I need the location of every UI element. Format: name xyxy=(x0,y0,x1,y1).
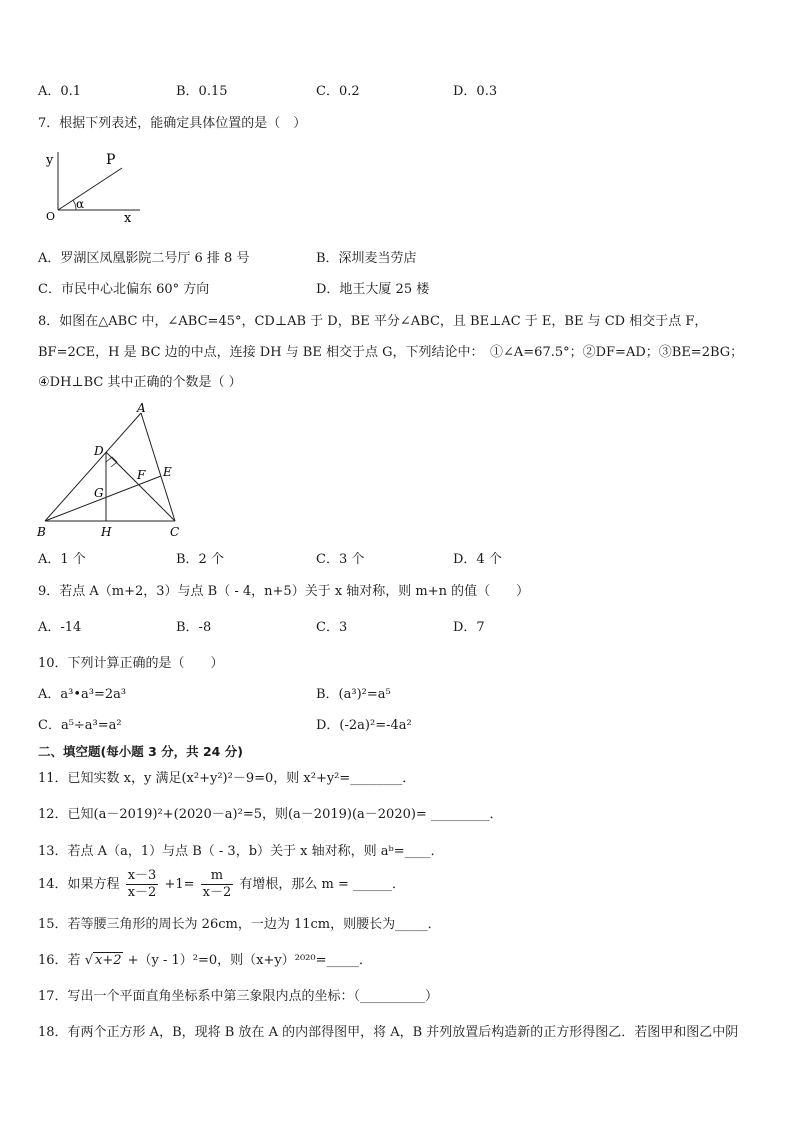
q7-y-label: y xyxy=(46,153,54,168)
q15: 15．若等腰三角形的周长为 26cm，一边为 11cm，则腰长为_____． xyxy=(38,917,441,932)
q8-label-f: F xyxy=(137,468,146,482)
q10-option-d: D．(-2a)²=-4a² xyxy=(316,718,412,733)
q10-option-b: B．(a³)²=a⁵ xyxy=(316,687,391,702)
q8-label-b: B xyxy=(37,525,46,539)
q9-option-b: B．-8 xyxy=(176,620,212,635)
q8-label-a: A xyxy=(137,401,146,415)
q14-denominator-right: x－2 xyxy=(202,885,232,900)
q11: 11．已知实数 x，y 满足(x²+y²)²－9=0，则 x²+y²=________． xyxy=(38,771,416,786)
q7-x-label: x xyxy=(124,211,132,226)
q18: 18．有两个正方形 A，B，现将 B 放在 A 的内部得图甲，将 A，B 并列放置后构造新的正方形得图乙．若图甲和图乙中阴 xyxy=(38,1025,739,1040)
q7-figure xyxy=(40,148,150,228)
q8-label-c: C xyxy=(170,525,180,539)
q9-stem: 9．若点 A（m+2，3）与点 B（ - 4，n+5）关于 x 轴对称，则 m+n 的值（ ） xyxy=(38,584,530,599)
q8-stem-line1: 8．如图在△ABC 中，∠ABC=45°，CD⊥AB 于 D，BE 平分∠ABC，且 BE⊥AC 于 E，BE 与 CD 相交于点 F， xyxy=(38,314,708,329)
q8-stem-line3: ④DH⊥BC 其中正确的个数是（ ） xyxy=(38,375,242,390)
q14-middle: +1= xyxy=(164,877,195,892)
q13: 13．若点 A（a，1）与点 B（ - 3，b）关于 x 轴对称，则 aᵇ=____． xyxy=(38,844,444,859)
q7-stem: 7．根据下列表述，能确定具体位置的是（ ） xyxy=(38,116,307,131)
q8-label-g: G xyxy=(94,486,104,500)
q14-fraction-left xyxy=(126,868,159,901)
q17: 17．写出一个平面直角坐标系中第三象限内点的坐标：（__________） xyxy=(38,989,439,1004)
q8-label-h: H xyxy=(101,525,112,539)
q7-option-d: D．地王大厦 25 楼 xyxy=(316,282,430,297)
q8-option-c: C．3 个 xyxy=(316,552,365,567)
sqrt-sign-icon: √ xyxy=(84,953,93,968)
q7-o-label: O xyxy=(46,210,56,223)
q8-option-d: D．4 个 xyxy=(453,552,502,567)
q14-fraction-right xyxy=(201,868,234,901)
q14-suffix: 有增根，那么 m = ______． xyxy=(239,877,406,892)
section-heading-fill-in: 二、填空题(每小题 3 分，共 24 分) xyxy=(38,744,243,759)
q7-alpha-label: α xyxy=(76,197,85,211)
q16-suffix: +（y - 1）²=0，则（x+y）²⁰²⁰=_____． xyxy=(127,953,372,968)
q8-triangle-figure xyxy=(34,400,189,540)
q6-option-a: A．0.1 xyxy=(38,84,82,99)
q8-stem-line2: BF=2CE，H 是 BC 边的中点，连接 DH 与 BE 相交于点 G，下列结论中： ①∠A=67.5°；②DF=AD；③BE=2BG； xyxy=(38,345,744,360)
q8-label-e: E xyxy=(163,465,172,479)
q8-option-a: A．1 个 xyxy=(38,552,86,567)
q14-denominator-left: x－2 xyxy=(127,885,157,900)
q14-numerator-left: x－3 xyxy=(127,868,157,883)
q16-radicand: x+2 xyxy=(94,953,122,968)
q12: 12．已知(a－2019)²+(2020－a)²=5，则(a－2019)(a－2020)= _________． xyxy=(38,807,503,822)
q7-option-b: B．深圳麦当劳店 xyxy=(316,251,417,266)
q14-prefix: 14．如果方程 xyxy=(38,877,120,892)
q7-option-a: A．罗湖区凤凰影院二号厅 6 排 8 号 xyxy=(38,251,250,266)
q14-numerator-right: m xyxy=(201,868,234,885)
q7-option-c: C．市民中心北偏东 60° 方向 xyxy=(38,282,210,297)
q9-option-c: C．3 xyxy=(316,620,348,635)
q16 xyxy=(38,952,372,970)
q6-option-c: C．0.2 xyxy=(316,84,360,99)
q14 xyxy=(38,868,405,901)
q9-option-d: D．7 xyxy=(453,620,485,635)
q16-prefix: 16．若 xyxy=(38,953,81,968)
q8-option-b: B．2 个 xyxy=(176,552,224,567)
q9-option-a: A．-14 xyxy=(38,620,82,635)
q10-option-a: A．a³•a³=2a³ xyxy=(38,687,127,702)
q6-option-b: B．0.15 xyxy=(176,84,228,99)
q8-label-d: D xyxy=(94,444,104,458)
q10-option-c: C．a⁵÷a³=a² xyxy=(38,718,122,733)
q6-option-d: D．0.3 xyxy=(453,84,498,99)
q7-p-label: P xyxy=(106,152,116,168)
q10-stem: 10．下列计算正确的是（ ） xyxy=(38,656,224,671)
